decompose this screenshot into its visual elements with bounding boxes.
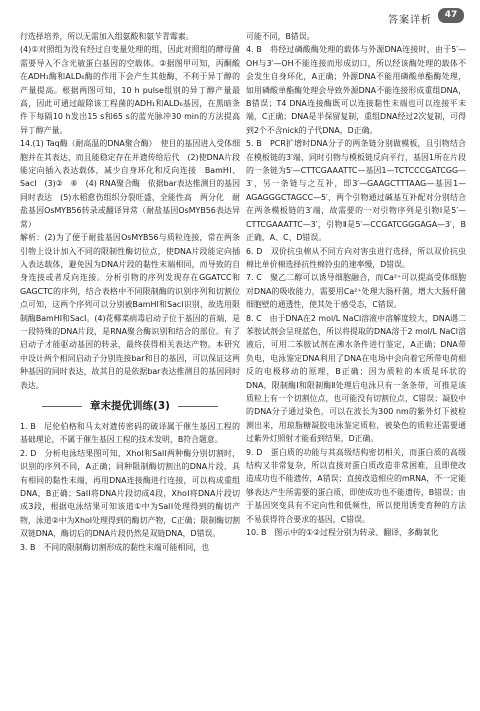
answer-paragraph: 14.(1) Taq酶（耐高温的DNA聚合酶） 使目的基因进入受体细胞并在其表达，而且能稳定存在并遗传给后代 (2)使DNA片段能定向插入表达载体，减少自身环化和反向连接 BamHⅠ、SacⅠ (3)② ⑥ (4) RNA聚合酶 依据bar表达推测目的基因同时表达 (5)水稻愈伤组织分裂旺盛，全能性高 两分化 耐盐基因OsMYB56转录或翻译异常（耐盐基因OsMYB56表达异常）: [20, 139, 240, 229]
answer-paragraph: 可能不同，B错误。: [246, 32, 315, 41]
answer-paragraph: 8. C 由于DNA在2 mol/L NaCl溶液中溶解度较大，DNA遇二苯胺试剂会呈现蓝色，所以将提取的DNA溶于2 mol/L NaCl溶液后，可用二苯胺试剂在沸水条件进行鉴定，A正确；DNA带负电，电泳鉴定DNA利用了DNA在电场中会向着它所带电荷相反的电极移动的原理，B正确；因为质粒的本质是环状的DNA，限制酶Ⅰ和限制酶Ⅱ处理后电泳只有一条条带，可推是该质粒上有一个切割位点，也可能没有切割位点，C错误；凝胶中的DNA分子通过染色，可以在波长为300 nm的紫外灯下被检测出来，用琼脂糖凝胶电泳鉴定质粒，被染色的质粒还需要通过紫外灯照射才能看到结果，D正确。: [246, 313, 466, 444]
page-number-badge: 47: [438, 8, 464, 23]
section-title: 章末提优训练(3): [20, 398, 240, 414]
left-column: [20, 30, 240, 700]
header-title: 答案详析: [388, 15, 432, 26]
answer-paragraph: 7. C 聚乙二醇可以诱导细胞融合，而Ca²⁺可以提高受体细胞对DNA的吸收能力，需要用Ca²⁺处理大肠杆菌，增大大肠杆菌细胞壁的通透性，使其处于感受态，C错误。: [246, 273, 466, 310]
answer-paragraph: 6. D 双价抗虫棉从不同方向对害虫进行选择，所以双价抗虫棉比单价棉选择抗性棉铃虫的速率慢，D错误。: [246, 246, 466, 269]
answer-paragraph: 4. B 将经过磷酸酶处理的载体与外源DNA连接时，由于5′—OH与3′—OH不能连接而形成切口，所以经该酶处理的载体不会发生自身环化，A正确；外源DNA不能用磷酸单酯酶处理，如用磷酸单酯酶处理会导致外源DNA不能连接形成重组DNA，B错误；T4 DNA连接酶既可以连接黏性末端也可以连接平末端，C正确；DNA是半保留复制，重组DNA经过2次复制，可得到2个不含nick的子代DNA，D正确。: [246, 45, 466, 135]
page-header: [0, 0, 480, 30]
answer-paragraph: 10. B 图示中的①②过程分别为转录、翻译，多酶氧化: [246, 528, 439, 538]
right-column: [246, 30, 466, 700]
answer-paragraph: 1. B 尼伦伯格和马太对遗传密码的破译属于催生基因工程的基础理论，不属于催生基因工程的技术发明，B符合题意。: [20, 421, 240, 445]
answer-paragraph: 5. B PCR扩增时DNA分子的两条链分别做模板，且引物结合在模板链的3′端，同时引物与模板链反向平行，基因1所在片段的一条链为5′—CTTCGAAATTC—基因1—TCTCCCGATCGG—3′，另一条链与之互补，即3′—GAAGCTTTAAG—基因1—AGAGGGCTAGCC—5′，两个引物通过碱基互补配对分别结合在两条模板链的3′端，故需要的一对引物序列是引物Ⅰ是5′—CTTCGAAATTC—3′，引物Ⅱ是5′—CCGATCGGGAGA—3′，B正确，A、C、D错误。: [246, 139, 466, 243]
answer-paragraph: 9. D 蛋白质的功能与其高级结构密切相关，而蛋白质的高级结构又非常复杂，所以直接对蛋白质改造非常困难，且即使改造成功也不能遗传，A错误；直接改造相应的mRNA，不一定能够表达产生所需要的蛋白质，即使成功也不能遗传，B错误；由于基因突变具有不定向性和低频性，所以使用诱变育种的方法不易获得符合要求的基因，C错误。: [246, 447, 466, 524]
answer-paragraph: 3. B 不同的限制酶切割形成的黏性末端可能相同，也: [20, 542, 210, 552]
answer-paragraph: 2. D 分析电泳结果图可知，XhoⅠ和SalⅠ两种酶分别切割时，识别的序列不同，A正确；同种限制酶切割出的DNA片段，具有相同的黏性末端，再用DNA连接酶进行连接，可以构成重组DNA，B正确；SalⅠ将DNA片段切成4段，XhoⅠ将DNA片段切成3段，根据电泳结果可知该道①中为SalⅠ处理得到的酶切产物，泳道②中为XhoⅠ处理得到的酶切产物，C正确；限制酶切割双链DNA，酶切后的DNA片段仍然是双链DNA，D错误。: [20, 448, 240, 539]
answer-paragraph: 解析：(2)为了便于耐盐基因OsMYB56与质粒连接，常在两条引物上设计加入不同的限制性酶切位点，使DNA片段能定向插入表达载体，避免因为DNA片段的黏性末端相同，而导致的自身连接或者反向连接。分析引物的序列发现存在GGATCC和GAGCTC的序列，结合表格中不同限制酶的识别序列和切割位点可知，这两个序列可以分别被BamHⅠ和SacⅠ识别，故选用限制酶BamHⅠ和SacⅠ。(4)花椰菜病毒启动子位于基因的首端，是一段特殊的DNA片段，是RNA聚合酶识别和结合的部位。有了启动子才能驱动基因的转录，最终获得相关表达产物。本研究中设计两个相同启动子分别连接bar和目的基因，可以保证这两种基因的同时表达，故其目的是依据bar表达推测目的基因同时表达。: [20, 233, 240, 390]
answer-paragraph: 行选择培养，所以无需加入组氨酸和氨苄青霉素。: [20, 32, 194, 41]
answer-paragraph: (4)①对照组为没有经过自变量处理的组，因此对照组的酵母菌需要导入不含光敏蛋白基因的空载体。②据图甲可知，丙酮酸在ADH₁酶和ALD₆酶的作用下会产生其他酶，不利于异丁醇的产量提高。根据两图可知，10 h pulse组别的异丁醇产量最高，因此可通过敲除该工程菌的ADH₁和ALD₆基因，在黑暗条件下每隔10 h发出15 s和65 s的蓝光脉冲30 min的方法提高异丁醇产量。: [20, 45, 240, 135]
